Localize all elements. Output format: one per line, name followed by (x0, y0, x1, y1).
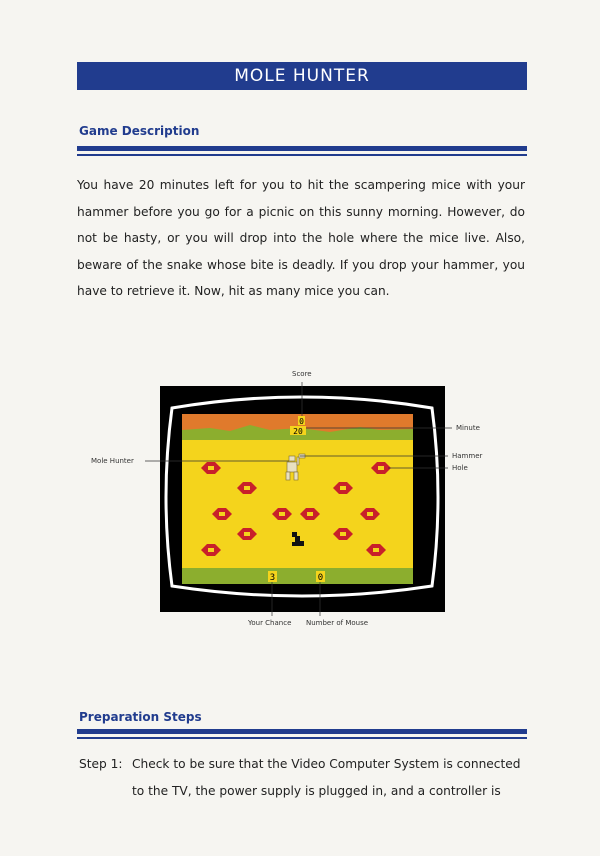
game-description-heading: Game Description (79, 124, 200, 138)
label-hole: Hole (452, 464, 468, 472)
chance-digit: 3 (269, 573, 276, 583)
step1-line1: Check to be sure that the Video Computer System is connected (132, 757, 521, 771)
label-minute: Minute (456, 424, 480, 432)
minute-digits: 20 (293, 427, 303, 436)
mouse-digit: 0 (317, 573, 324, 583)
step1-line2: to the TV, the power supply is plugged in, and a controller is (132, 784, 501, 798)
bottom-grass-band (182, 568, 413, 584)
label-your-chance: Your Chance (248, 619, 292, 627)
game-description-text: You have 20 minutes left for you to hit the scampering mice with your hammer before you go for a picnic on this sunny morning. However, do not be hasty, or you will drop into the hole where the mice live. Also, beware of the snake whose bite is deadly. If you drop your hammer, you have to retrieve it. Now, hit as many mice you can. (77, 178, 525, 298)
label-mole-hunter: Mole Hunter (91, 457, 134, 465)
page-title: MOLE HUNTER (77, 62, 527, 90)
prep-rule-thick (77, 729, 527, 734)
preparation-steps-heading: Preparation Steps (79, 710, 202, 724)
label-hammer: Hammer (452, 452, 483, 460)
prep-rule-thin (77, 737, 527, 739)
label-score: Score (292, 370, 312, 378)
score-digit: 0 (299, 417, 304, 426)
label-number-of-mouse: Number of Mouse (306, 619, 369, 627)
step1-label: Step 1: (79, 757, 123, 771)
